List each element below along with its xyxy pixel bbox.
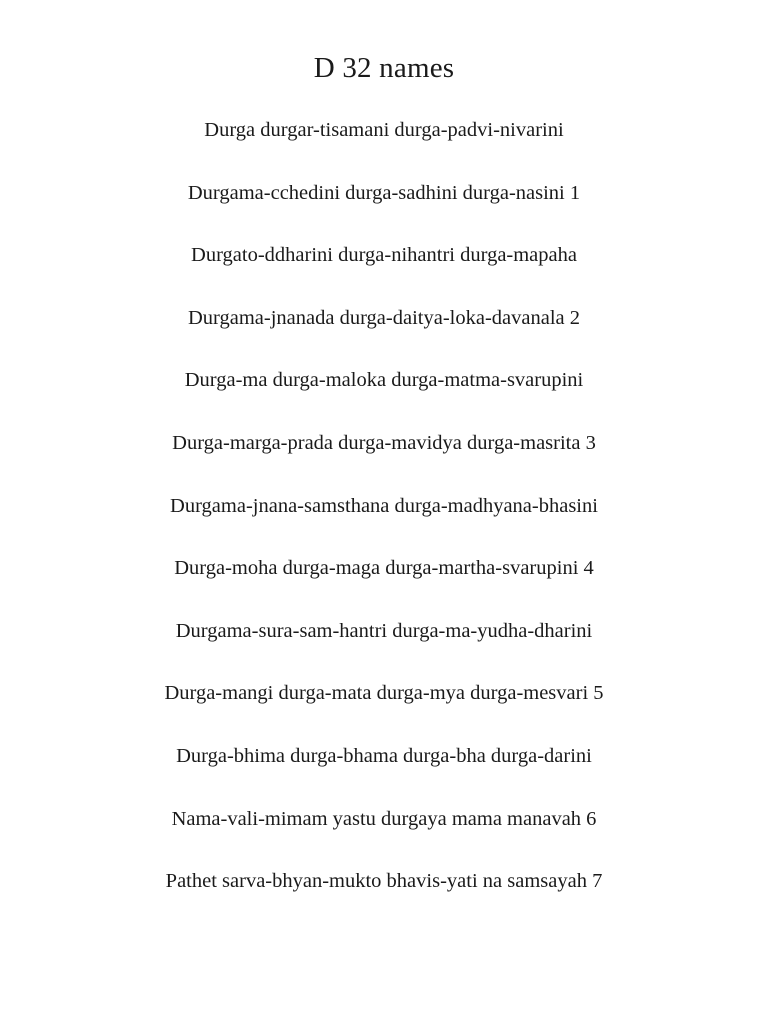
verse-line: Durgama-jnanada durga-daitya-loka-davanala 2 xyxy=(188,306,580,329)
verse-list xyxy=(0,114,768,928)
verse-line: Pathet sarva-bhyan-mukto bhavis-yati na samsayah 7 xyxy=(165,870,603,893)
verse-line: Durga-moha durga-maga durga-martha-svarupini 4 xyxy=(174,557,594,580)
page-title: D 32 names xyxy=(313,52,455,84)
verse-line: Durga-marga-prada durga-mavidya durga-masrita 3 xyxy=(172,431,596,454)
verse-line: Durga-mangi durga-mata durga-mya durga-mesvari 5 xyxy=(164,682,604,705)
verse-line: Durga-bhima durga-bhama durga-bha durga-darini xyxy=(176,744,592,767)
verse-line: Durgama-cchedini durga-sadhini durga-nasini 1 xyxy=(187,181,581,204)
verse-line: Durga-ma durga-maloka durga-matma-svarupini xyxy=(184,369,584,392)
verse-line: Durgama-sura-sam-hantri durga-ma-yudha-dharini xyxy=(175,619,593,642)
verse-line: Durgama-jnana-samsthana durga-madhyana-bhasini xyxy=(170,494,598,517)
verse-line: Durgato-ddharini durga-nihantri durga-mapaha xyxy=(191,244,577,267)
verse-line: Nama-vali-mimam yastu durgaya mama manavah 6 xyxy=(171,807,597,830)
verse-line: Durga durgar-tisamani durga-padvi-nivarini xyxy=(204,119,564,141)
